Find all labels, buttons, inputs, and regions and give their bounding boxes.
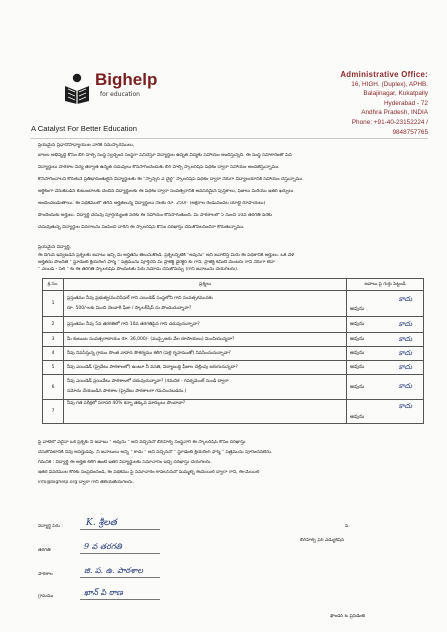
header-question: ప్రశ్నలు	[64, 279, 347, 291]
question-cell	[64, 347, 347, 361]
student-name-label: విద్యార్థి పేరు :	[38, 524, 63, 529]
header-answer: జవాబు పై గుర్తు పెట్టండి	[347, 279, 424, 291]
row-number: 1	[43, 291, 64, 317]
eligibility-table	[42, 278, 424, 424]
paragraph-line: బాలల అభివృద్ధి కోసం బిగ్ హెల్ప్ సంస్థ స్వచ్ఛంద సంస్థగా పనిచేస్తూ విద్యార్థుల ఉన్నత విద్యకు సహాయం అందిస్తున్నది. ఈ సంస్థ సహకారంతో పేద	[38, 153, 292, 158]
answer-no-mark: కాదు	[398, 319, 412, 328]
answer-yes: అవును	[350, 383, 365, 390]
answer-cell[interactable]	[347, 400, 424, 424]
question-line: మీ కుటుంబ సంవత్సరాదాయం రూ. 36,000/- (ముప్పైఆరు వేల రూపాయలు) మించియున్నదా?	[67, 336, 235, 342]
footer-notes	[38, 440, 426, 486]
table-row	[43, 291, 424, 317]
school-label: పాఠశాల	[38, 572, 53, 577]
header-sno: క్ర.సం.	[43, 279, 64, 291]
answer-cell[interactable]	[347, 375, 424, 400]
village-line	[80, 599, 160, 600]
office-phone: Phone: +91-40-23152224 / 9848757765	[351, 118, 428, 136]
row-number: 2	[43, 317, 64, 333]
answer-no-mark: కాదు	[398, 334, 412, 343]
note-line: ఇతర వివరముల కొరకు సంప్రదించండి, ఈ పథకము పై సమాచారం కావలసినచో మమ్మల్ని ఈమెయిల్ ద్వారా గాని, ఈ-మెయిల్	[38, 470, 260, 475]
student-name-value: K. శ్రీలత	[86, 518, 117, 528]
answer-yes: అవును	[350, 321, 365, 327]
signature-initial: పి.	[345, 524, 350, 529]
answer-no-mark: కాదు	[398, 382, 412, 390]
tagline: A Catalyst For Better Education	[31, 124, 137, 133]
paragraph-line: విద్యార్థులు పాఠశాల విద్య తర్వాత ఉన్నత చదువులు కొనసాగించేందుకు బిగ్ హెల్ప్ స్కాలర్‌షిప్ పథకం ద్వారా సహాయం అందజేస్తున్నాము.	[38, 165, 280, 170]
header-divider	[30, 138, 428, 139]
student-instructions	[38, 253, 426, 273]
question-line: నీవు ఎయిడెడ్ ప్రయివేటు పాఠశాలలో చదువుచున్నావా? (గమనిక - గవర్నమెంట్ నుండి ద్వారా	[67, 379, 229, 384]
question-line: నమోదు చేయబడిన పాఠశాల (ప్రైవేటు పాఠశాలగా గమనించబడదు.)	[67, 389, 187, 394]
brand-subtitle: for education	[100, 91, 140, 98]
answer-no-mark: కాదు	[398, 294, 412, 303]
question-cell	[64, 317, 347, 333]
answer-no-mark: కాదు	[398, 348, 412, 357]
village-label: గ్రామము	[38, 594, 54, 599]
answer-cell[interactable]	[347, 361, 424, 375]
answer-yes: అవును	[350, 350, 365, 356]
question-cell	[64, 375, 347, 400]
answer-cell[interactable]	[347, 317, 424, 333]
organization-name: బిగ్‌హెల్ప్ ఫర్ ఎడ్యుకేషన్	[300, 538, 345, 543]
office-line: Hyderabad - 72	[383, 99, 428, 107]
table-row	[43, 347, 424, 361]
answer-cell[interactable]	[347, 333, 424, 347]
answer-yes: అవును	[350, 336, 365, 342]
instruction-line: అర్హతను పొందితే " స్టూడెంట్ క్లియరింగ్ ఫార్మ్ " పత్రమును పూర్తిచేసి మీ ప్రాజెక్ట్ డైరెక్టర్ కు గాని, ప్రాజెక్ట్ కమిటీ మెంబరు గాని నేరుగా లేదా	[38, 260, 275, 265]
answer-yes: అవును	[350, 364, 365, 370]
contact-email: info@bighelp.org ద్వారా గాని తెలియజేయగలరు.	[38, 480, 134, 485]
answer-yes: అవును	[350, 414, 365, 420]
answer-yes: అవును	[350, 305, 365, 312]
student-name-line	[80, 529, 160, 530]
paragraph-line: అందించబడుతాయి. ఈ పథకములో తగిన అర్హతలున్న విద్యార్థులు నెలకు రూ. 250/- (అక్షరాల రెండువందల యాభై రూపాయలు)	[38, 201, 266, 206]
answer-no-mark: కాదు	[398, 362, 412, 371]
school-value: జి. ప. ఉ. పాఠశాల	[84, 566, 143, 575]
row-number: 4	[43, 347, 64, 361]
instruction-line: ఈ దిగువ ఇవ్వబడిన ప్రశ్నలకు జవాబు ఇచ్చి మీ అర్హతను తెలుసుకోండి. ప్రశ్నలన్నిటికి "అవును" అని జవాబిస్తే మీరు ఈ పథకానికి అర్హులు. ఒక వేళ	[38, 253, 294, 258]
paragraph-line: చదువుతున్న విద్యార్థుల వివరాలను పంపించి వారిని ఈ స్కాలర్‌షిప్ కోసం దరఖాస్తు చేసుకోవలసిందిగా కోరుతున్నాము.	[38, 225, 245, 230]
office-address	[318, 70, 428, 137]
table-header-row	[43, 279, 424, 291]
row-number: 7	[43, 400, 64, 424]
brand-name: Bighelp	[95, 70, 158, 89]
question-cell	[64, 291, 347, 317]
founder-title: ఫౌండర్ & ప్రెసిడెంట్	[330, 614, 366, 619]
paragraph-line: కొనసాగించాలని కోరుకునే ప్రతిభావంతులైన విద్యార్థులకు ఈ "స్పాన్సర్ ఎ చైల్డ్" స్కాలర్‌షిప్ పథకం ద్వారా నేరుగా విద్యాలయానికి సహాయం చేస్తున్నాము.	[38, 177, 304, 182]
class-value: 9 వ తరగతి	[84, 542, 122, 551]
instruction-line: " ఎయిడ్ - సేల్ " కు ఈ తరగతి స్కాలర్‌షిప్ పొందుటకు పేరు నమోదు చేసుకోవచ్చు (గాని జవాబును చేయగలరు).	[38, 267, 239, 272]
office-line: Balajinagar, Kukatpally	[363, 90, 428, 98]
question-cell	[64, 333, 347, 347]
row-number: 5	[43, 361, 64, 375]
row-number: 3	[43, 333, 64, 347]
bighelp-logo-icon	[62, 72, 92, 104]
office-line: Andhra Pradesh, INDIA	[361, 109, 428, 117]
table-row	[43, 400, 424, 424]
question-line: రూ. 500/-లకు మించి నెలవారీ ఫీజు / స్కాలర్‌షిప్ ను పొందుచున్నావా?	[67, 305, 192, 311]
answer-cell[interactable]	[347, 291, 424, 317]
question-line: ప్రస్తుతము నీవు ప్రభుత్వ/మునిసిపల్ గాని ఎయిడెడ్ సంస్థలోని గాని సంవత్సరమునకు	[67, 295, 213, 301]
question-line: ప్రస్తుతము నీవు 5వ తరగతిలో గాని 10వ తరగతిపైన గాని చదువుచున్నావా?	[67, 321, 200, 327]
paragraph-line: పొందేందుకు అర్హులు. విద్యార్థి చదువు పూర్తయ్యేంత వరకు ఈ సహాయం కొనసాగుతుంది. మీ పాఠశాలలో 5 నుంచి 10వ తరగతి వరకు	[38, 213, 273, 218]
class-line	[80, 553, 160, 554]
office-title: Administrative Office:	[340, 70, 428, 79]
row-number: 6	[43, 375, 64, 400]
table-row	[43, 333, 424, 347]
question-line: నీవు ఎయిడెడ్ (ప్రైవేటు పాఠశాలలో) ఉంటూ నీ వసతి, విద్యాబుద్ధి ఫీజుల చెల్లింపు జరుగుచున్నదా?	[67, 364, 238, 370]
table-row	[43, 375, 424, 400]
question-line: నీవు గత పరీక్షలో సరాసరి 40% కన్నా తక్కువ మార్కులు పొందావా?	[67, 401, 186, 406]
village-value: ఖాన్ పి ఠాణ	[84, 588, 123, 597]
question-cell	[64, 361, 347, 375]
note-line: గమనిక : విద్యార్థి ఈ అర్హత కలిగి ఉంటే ఇతర విద్యార్థులకు సమాచారం ఇచ్చి దరఖాస్తు చేయగలరు.	[38, 460, 212, 465]
paragraph-line: ఆర్థికంగా వెనుకబడిన కుటుంబాలకు చెందిన విద్యార్థులకు ఈ పథకం ద్వారా సంవత్సరానికి అవసరమైన పుస్తకాలు, ఫీజులు మరియు ఇతర ఖర్చులు	[38, 189, 294, 194]
student-greeting: ప్రియమైన విద్యార్థి,	[38, 245, 72, 250]
note-line: పై వాటిలో ఏదైనా ఒక ప్రశ్నకు నీ జవాబు " అవును " అని వచ్చినచో బిగ్‌హెల్ప్ సంస్థవారి ఈ స్కాలర్‌షిప్ కోసం దరఖాస్తు	[38, 440, 246, 445]
table-row	[43, 317, 424, 333]
intro-paragraph	[38, 153, 426, 231]
question-cell	[64, 400, 347, 424]
answer-cell[interactable]	[347, 347, 424, 361]
question-line: నీవు నివసిస్తున్న గ్రామం సొంత వాహన సౌకర్యము కలిగి (పల్లె గృహముతో) నివసించుచున్నావా?	[67, 350, 231, 356]
greeting: ప్రియమైన ప్రధానోపాధ్యాయుల వారికి నమస్కారములు,	[38, 143, 135, 148]
class-label: తరగతి	[38, 548, 51, 553]
table-row	[43, 361, 424, 375]
answer-no-mark: కాదు	[398, 402, 412, 410]
office-line: 16, HIGH. (Duplex), APHB.	[351, 80, 428, 88]
note-line: చేసుకోవటానికి నీవు అనర్హుడవు. నీ జవాబులు అన్నీ " కాదు " అని వచ్చినచో " స్టూడెంట్ క్లియరింగ్ ఫార్మ్ " పత్రమును పూరించవలెను.	[38, 450, 273, 455]
school-line	[80, 577, 160, 578]
